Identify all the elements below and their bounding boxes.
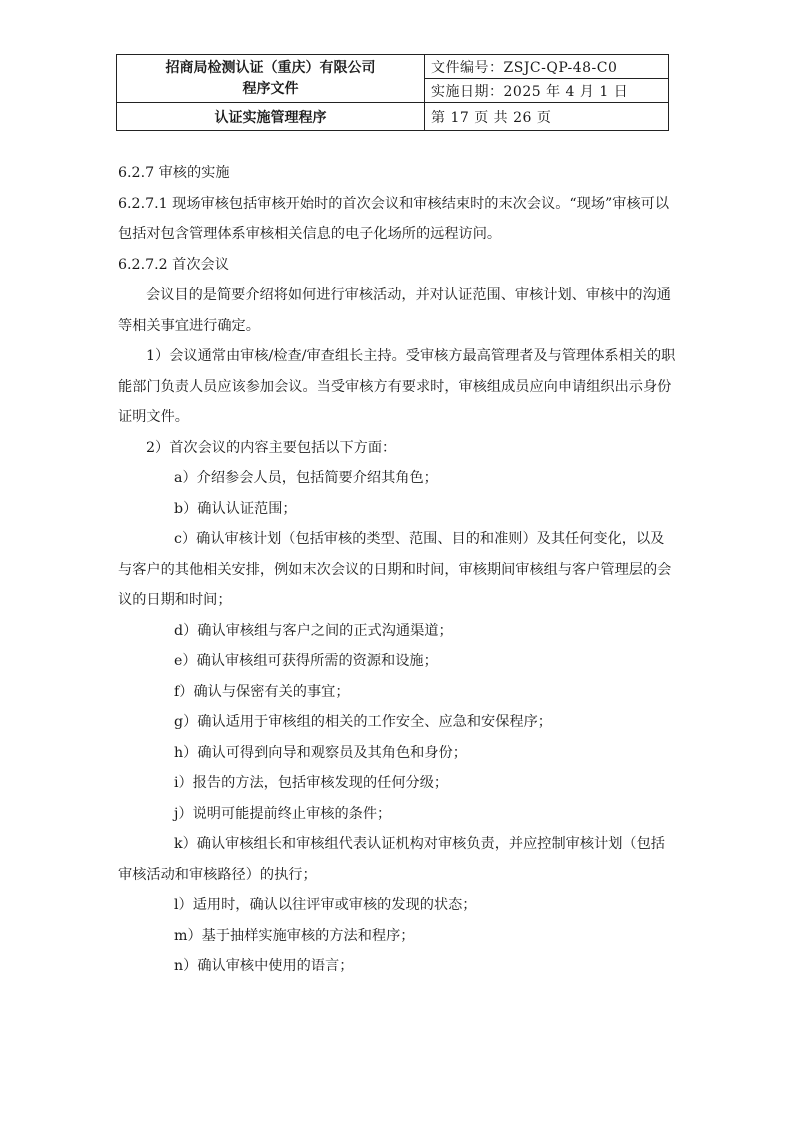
list-item: j）说明可能提前终止审核的条件；	[174, 805, 392, 822]
list-item: k）确认审核组长和审核组代表认证机构对审核负责，并应控制审核计划（包括审核活动和审核路径）的执行；	[118, 836, 665, 883]
list-item: d）确认审核组与客户之间的正式沟通渠道；	[174, 622, 453, 639]
list-item: c）确认审核计划（包括审核的类型、范围、目的和准则）及其任何变化，以及与客户的其他相关安排，例如末次会议的日期和时间，审核期间审核组与客户管理层的会议的日期和时间；	[118, 531, 672, 608]
list-item: f）确认与保密有关的事宜；	[174, 683, 350, 700]
procedure-name: 认证实施管理程序	[117, 103, 425, 131]
list-item: b）确认认证范围；	[174, 500, 297, 517]
paragraph-meeting-purpose: 会议目的是简要介绍将如何进行审核活动，并对认证范围、审核计划、审核中的沟通等相关事宜进行确定。	[118, 287, 671, 334]
paragraph-site-audit: 6.2.7.1 现场审核包括审核开始时的首次会议和审核结束时的末次会议。“现场”审核可以包括对包含管理体系审核相关信息的电子化场所的远程访问。	[118, 195, 670, 242]
effective-date: 实施日期：2025 年 4 月 1 日	[425, 79, 669, 103]
list-item: a）介绍参会人员，包括简要介绍其角色；	[174, 470, 438, 486]
document-number: 文件编号：ZSJC-QP-48-C0	[425, 55, 669, 79]
section-title: 6.2.7 审核的实施	[118, 165, 230, 181]
company-cell	[117, 55, 425, 103]
list-item: m）基于抽样实施审核的方法和程序；	[174, 927, 415, 944]
paragraph-meeting-chair: 1）会议通常由审核/检查/审查组长主持。受审核方最高管理者及与管理体系相关的职能部门负责人员应该参加会议。当受审核方有要求时，审核组成员应向申请组织出示身份证明文件。	[118, 348, 676, 425]
document-header-table	[116, 54, 669, 131]
document-type: 程序文件	[242, 80, 299, 97]
company-name: 招商局检测认证（重庆）有限公司	[165, 59, 376, 76]
list-item: e）确认审核组可获得所需的资源和设施；	[174, 653, 438, 669]
subsection-title: 6.2.7.2 首次会议	[118, 256, 229, 273]
list-item: h）确认可得到向导和观察员及其角色和身份；	[174, 744, 467, 761]
list-item: n）确认审核中使用的语言；	[174, 958, 354, 974]
list-item: l）适用时，确认以往评审或审核的发现的状态；	[174, 897, 477, 913]
list-item: g）确认适用于审核组的相关的工作安全、应急和安保程序；	[174, 714, 552, 730]
page-info: 第 17 页 共 26 页	[425, 103, 669, 131]
document-body	[118, 158, 678, 982]
paragraph-meeting-content-intro: 2）首次会议的内容主要包括以下方面：	[146, 439, 397, 456]
list-item: i）报告的方法，包括审核发现的任何分级；	[174, 775, 449, 791]
